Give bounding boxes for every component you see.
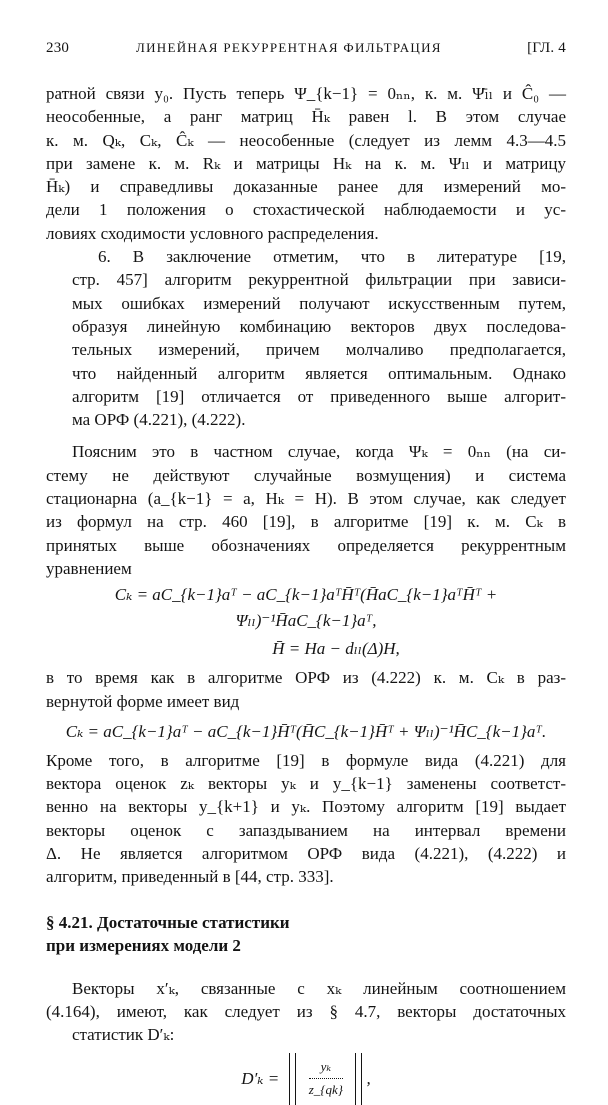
formula-ck-orf: Cₖ = aC_{k−1}aᵀ − aC_{k−1}H̄ᵀ(H̄C_{k−1}H̄ᵀ + Ψₗₗ)⁻¹H̄C_{k−1}aᵀ. — [65, 721, 547, 741]
paragraph-5 — [46, 749, 566, 889]
block-divider — [309, 1078, 343, 1079]
paragraph-1 — [46, 82, 566, 245]
text-line: H̄ₖ) и справедливы доказанные ранее для измерений мо- — [46, 177, 566, 197]
norm-bar-right — [355, 1053, 362, 1105]
formula-ck-recurrent: Cₖ = aC_{k−1}aᵀ − aC_{k−1}aᵀH̄ᵀ(H̄aC_{k−1}aᵀH̄ᵀ + Ψₗₗ)⁻¹H̄aC_{k−1}aᵀ, — [114, 585, 498, 631]
text-line: принятых выше обозначениях определяется рекуррентным — [46, 535, 566, 555]
text-line: вернутой форме имеет вид — [46, 691, 240, 711]
text-line: ловиях сходимости условного распределения. — [46, 223, 379, 243]
text-line: в то время как в алгоритме ОРФ из (4.222) к. м. Cₖ в раз- — [46, 668, 566, 688]
text-line: векторы оценок с запаздыванием на интервал времени — [46, 820, 566, 840]
formula-lhs: D′ₖ = — [241, 1068, 280, 1088]
page-number: 230 — [46, 40, 70, 56]
text-line: Векторы x′ₖ, связанные с xₖ линейным соотношением — [72, 978, 566, 998]
formula-tail: , — [366, 1068, 371, 1088]
section-heading — [46, 911, 566, 957]
paragraph-4 — [46, 666, 566, 713]
text-line: 6. В заключение отметим, что в литературе [19, — [98, 247, 566, 267]
running-header — [46, 38, 566, 58]
text-line: неособенные, а ранг матриц H̄ₖ равен l. В этом случае — [46, 107, 566, 127]
section-heading-line-2: при измерениях модели 2 — [46, 935, 241, 955]
text-line: стему не действуют случайные возмущения) и система — [46, 465, 566, 485]
text-line: ма ОРФ (4.221), (4.222). — [72, 410, 246, 430]
text-line: из формул на стр. 460 [19], в алгоритме [19] к. м. Cₖ в — [46, 512, 566, 532]
formula-sufficient-statistic — [46, 1053, 566, 1105]
formula-h-bar: H̄ = Ha − dₗₗ(Δ)H, — [272, 639, 400, 659]
block-column — [309, 1058, 343, 1099]
text-line: Δ. Не является алгоритмом ОРФ вида (4.221), (4.222) и — [46, 844, 566, 864]
block-bottom: z_{qk} — [308, 1082, 343, 1097]
paragraph-6 — [46, 977, 566, 1047]
text-line: уравнением — [46, 558, 132, 578]
text-line: стационарна (a_{k−1} = a, Hₖ = H). В этом случае, как следует — [46, 489, 566, 509]
text-line: при замене к. м. Rₖ и матрицы Hₖ на к. м. Ψₗₗ и матрицу — [46, 153, 566, 173]
text-line: алгоритм, приведенный в [44, стр. 333]. — [46, 867, 334, 887]
running-title: ЛИНЕЙНАЯ РЕКУРРЕНТНАЯ ФИЛЬТРАЦИЯ — [136, 40, 442, 55]
paragraph-3 — [46, 440, 566, 580]
text-line: тельных измерений, причем молчаливо предполагается, — [72, 340, 566, 360]
chapter-label: [ГЛ. 4 — [527, 40, 566, 56]
text-line: венно на векторы y_{k+1} и yₖ. Поэтому алгоритм [19] выдает — [46, 797, 566, 817]
text-line: статистик D′ₖ: — [72, 1025, 175, 1045]
text-line: дели 1 положения о стохастической наблюдаемости и ус- — [46, 200, 566, 220]
paragraph-2 — [46, 245, 566, 431]
text-line: Поясним это в частном случае, когда Ψₖ = 0ₙₙ (на си- — [72, 442, 566, 462]
page-body — [46, 82, 566, 1105]
text-line: к. м. Qₖ, Cₖ, Ĉₖ — неособенные (следует из лемм 4.3—4.5 — [46, 130, 566, 150]
text-line: Кроме того, в алгоритме [19] в формуле вида (4.221) для — [46, 750, 566, 770]
text-line: стр. 457] алгоритм рекуррентной фильтрации при зависи- — [72, 270, 566, 290]
text-line: алгоритм [19] отличается от приведенного выше алгорит- — [72, 386, 566, 406]
text-line: ратной связи y₀. Пусть теперь Ψ_{k−1} = 0ₙₙ, к. м. Ψ̄ₗₗ и Ĉ₀ — — [46, 84, 566, 103]
section-heading-line-1: § 4.21. Достаточные статистики — [46, 912, 290, 932]
text-line: что найденный алгоритм является оптимальным. Однако — [72, 363, 566, 383]
text-line: мых ошибках измерений получают искусственным путем, — [72, 293, 566, 313]
text-line: образуя линейную комбинацию векторов двух последова- — [72, 316, 566, 336]
block-top: yₖ — [320, 1059, 332, 1074]
text-line: (4.164), имеют, как следует из § 4.7, векторы достаточных — [46, 1001, 566, 1021]
norm-bar-left — [289, 1053, 296, 1105]
text-line: вектора оценок zₖ векторы yₖ и y_{k−1} заменены соответст- — [46, 774, 566, 794]
